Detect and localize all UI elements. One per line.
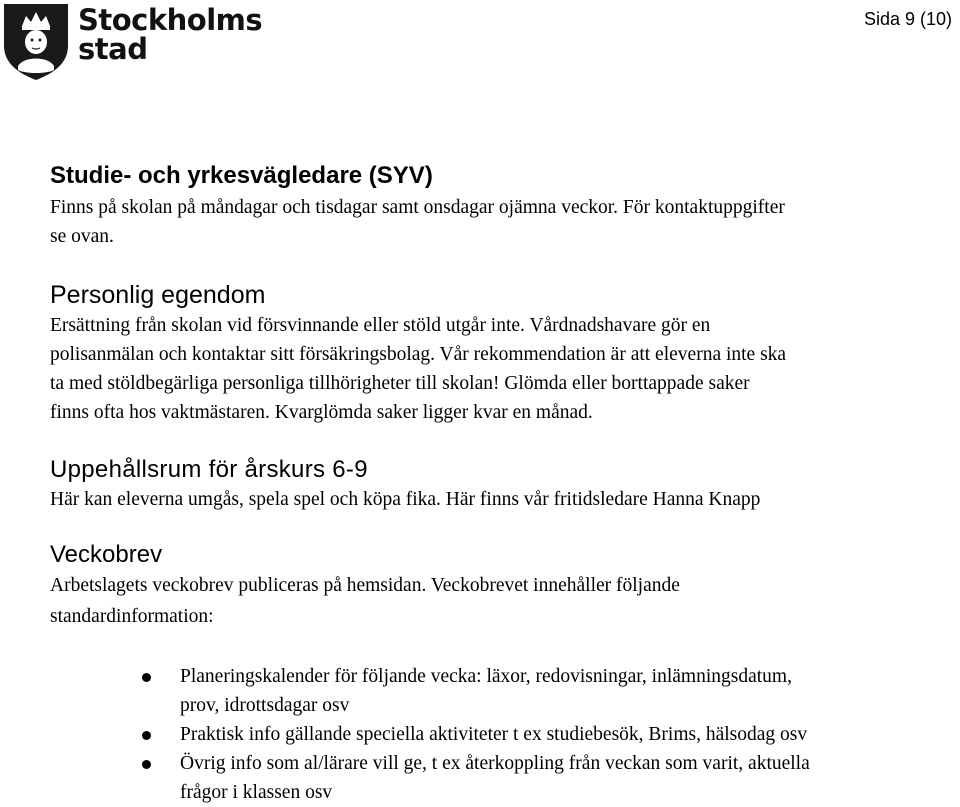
list-item bbox=[50, 662, 960, 720]
logo-wordmark bbox=[78, 3, 263, 66]
list-item-line: Planeringskalender för följande vecka: läxor, redovisningar, inlämningsdatum, bbox=[180, 666, 792, 687]
list-item-line: frågor i klassen osv bbox=[180, 782, 333, 803]
bullet-icon bbox=[142, 760, 151, 769]
section-text-line: Ersättning från skolan vid försvinnande eller stöld utgår inte. Vårdnadshavare gör en bbox=[50, 315, 711, 336]
section-text-line: standardinformation: bbox=[50, 606, 214, 627]
list-item bbox=[50, 749, 960, 807]
section-text-line: ta med stöldbegärliga personliga tillhörigheter till skolan! Glömda eller borttappade saker bbox=[50, 373, 750, 394]
logo-line-1: Stockholms bbox=[78, 3, 263, 37]
bullet-icon bbox=[142, 673, 151, 682]
bullet-list bbox=[50, 662, 960, 807]
section-uppehallsrum bbox=[50, 455, 960, 514]
section-veckobrev bbox=[50, 540, 960, 632]
stockholm-crest-logo bbox=[2, 2, 72, 87]
section-text-line: se ovan. bbox=[50, 226, 114, 247]
section-title: Studie- och yrkesvägledare (SYV) bbox=[50, 162, 433, 189]
bullet-icon bbox=[142, 731, 151, 740]
logo-line-2: stad bbox=[78, 32, 148, 66]
list-item-line: Praktisk info gällande speciella aktiviteter t ex studiebesök, Brims, hälsodag osv bbox=[180, 724, 808, 745]
section-personlig-egendom bbox=[50, 279, 960, 427]
section-text-line: Här kan eleverna umgås, spela spel och köpa fika. Här finns vår fritidsledare Hanna Knapp bbox=[50, 489, 761, 510]
list-item-line: prov, idrottsdagar osv bbox=[180, 695, 350, 716]
section-text-line: Arbetslagets veckobrev publiceras på hemsidan. Veckobrevet innehåller följande bbox=[50, 575, 680, 596]
section-title: Personlig egendom bbox=[50, 281, 266, 309]
section-title: Uppehållsrum för årskurs 6-9 bbox=[50, 456, 368, 483]
page-number: Sida 9 (10) bbox=[863, 9, 952, 29]
page-header bbox=[0, 0, 960, 90]
list-item-line: Övrig info som al/lärare vill ge, t ex återkoppling från veckan som varit, aktuella bbox=[180, 753, 810, 774]
section-text-line: polisanmälan och kontaktar sitt försäkringsbolag. Vår rekommendation är att eleverna inte ska bbox=[50, 344, 787, 365]
list-item bbox=[50, 720, 960, 749]
section-title: Veckobrev bbox=[50, 541, 163, 568]
section-text-line: finns ofta hos vaktmästaren. Kvarglömda saker ligger kvar en månad. bbox=[50, 402, 593, 423]
section-text-line: Finns på skolan på måndagar och tisdagar samt onsdagar ojämna veckor. För kontaktuppgifter bbox=[50, 197, 785, 218]
section-syv bbox=[50, 162, 960, 250]
